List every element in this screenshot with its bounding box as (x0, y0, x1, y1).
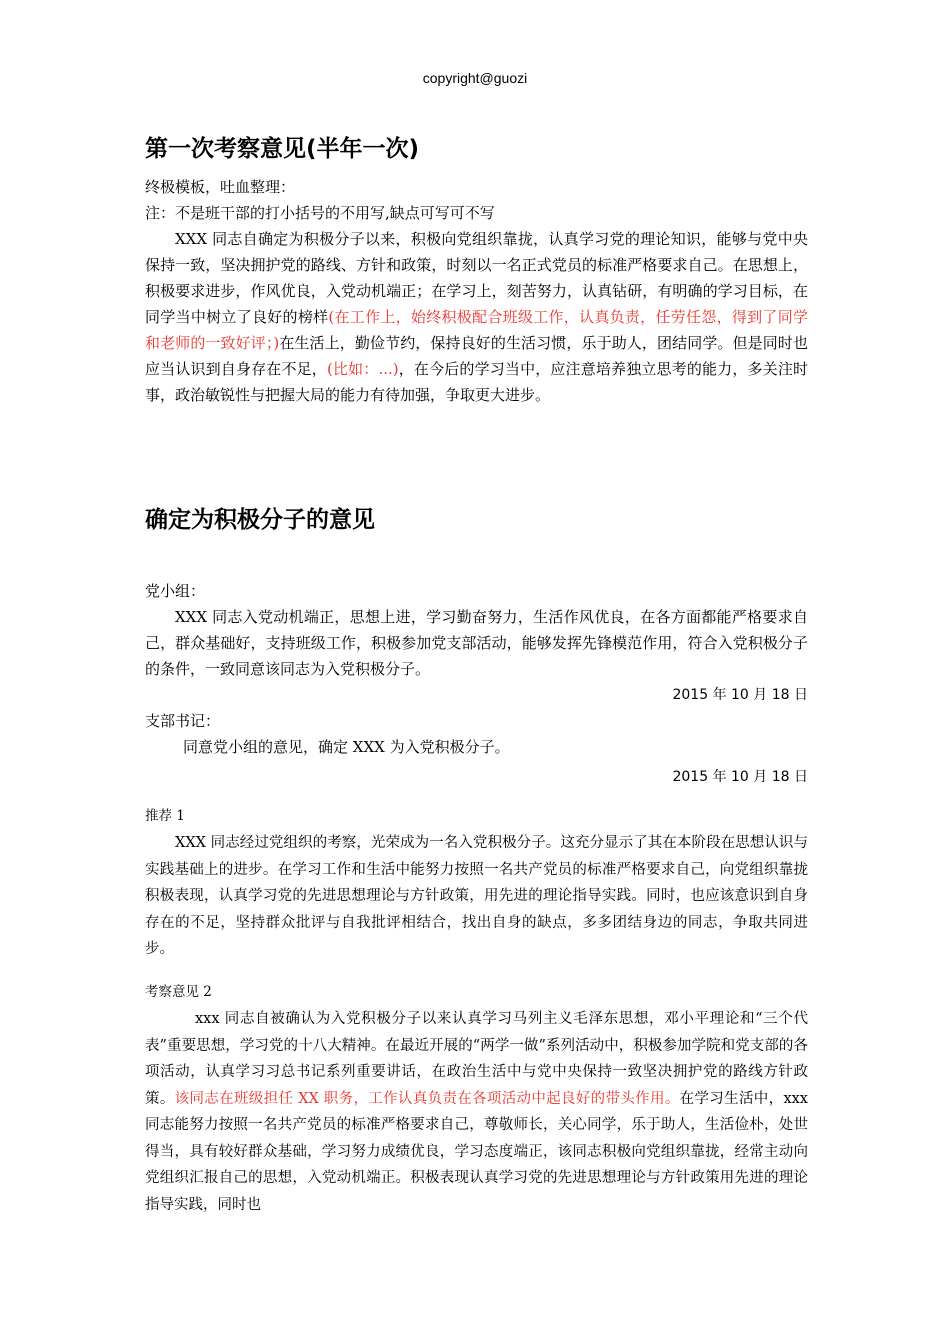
section-recommendation-1 (145, 806, 808, 963)
first-review-paragraph (145, 226, 808, 408)
review-2-text-b: 在学习生活中，xxx 同志能努力按照一名共产党员的标准严格要求自己，尊敬师长，关心同学，乐于助人，生活俭朴，处世得当，具有较好群众基础，学习努力成绩优良，学习态度端正，该同志积极向党组织靠拢，经常主动向党组织汇报自己的思想，入党动机端正。积极表现认真学习党的先进思想理论与方针政策用先进的理论指导实践，同时也 (145, 1090, 808, 1213)
review-2-red-text: 该同志在班级担任 XX 职务，工作认真负责在各项活动中起良好的带头作用。 (174, 1090, 680, 1107)
first-review-text-a: XXX 同志自确定为积极分子以来，积极向党组织靠拢，认真学习党的理论知识，能够与党中央保持一致，坚决拥护党的路线、方针和政策，时刻以一名正式党员的标准严格要求自己。在思想上，积极要求进步，作风优良，入党动机端正；在学习上，刻苦努力，认真钻研，有明确的学习目标，在同学当中树立了良好的榜样 (145, 230, 808, 326)
section-title-first-review: 第一次考察意见(半年一次) (145, 136, 420, 162)
section-first-review (145, 134, 808, 164)
section-activist-opinion (145, 505, 808, 535)
section-title-activist-opinion: 确定为积极分子的意见 (145, 507, 375, 533)
section-first-review-body (145, 174, 808, 408)
intro-line: 终极模板，吐血整理： (145, 178, 296, 196)
note-line: 注：不是班干部的打小括号的不用写,缺点可写可不写 (145, 204, 495, 222)
first-review-red-note-2: (比如：...) (326, 360, 399, 378)
section-activist-opinion-body (145, 578, 808, 790)
section-review-2 (145, 982, 808, 1218)
branch-secretary-date: 2015 年 10 月 18 日 (672, 769, 808, 785)
first-review-text-c: ，在今后的学习当中，应注意培养独立思考的能力，多关注时事，政治敏锐性与把握大局的能力有待加强，争取更大进步。 (145, 360, 808, 404)
review-2-text-a: xxx 同志自被确认为入党积极分子以来认真学习马列主义毛泽东思想，邓小平理论和“三个代表”重要思想，学习党的十八大精神。在最近开展的“两学一做”系列活动中，积极参加学院和党支部的各项活动，认真学习习总书记系列重要讲话，在政治生活中与党中央保持一致坚决拥护党的路线方针政策。 (145, 1011, 808, 1107)
branch-secretary-label: 支部书记： (145, 712, 221, 730)
recommendation-1-text: XXX 同志经过党组织的考察，光荣成为一名入党积极分子。这充分显示了其在本阶段在思想认识与实践基础上的进步。在学习工作和生活中能努力按照一名共产党员的标准严格要求自己，向党组织靠拢积极表现，认真学习党的先进思想理论与方针政策，用先进的理论指导实践。同时，也应该意识到自身存在的不足，坚持群众批评与自我批评相结合，找出自身的缺点，多多团结身边的同志，争取共同进步。 (145, 835, 808, 957)
review-2-label: 考察意见 2 (145, 984, 212, 1000)
first-review-red-note-1: (在工作上，始终积极配合班级工作，认真负责，任劳任怨，得到了同学和老师的一致好评；) (145, 308, 808, 352)
branch-secretary-text: 同意党小组的意见，确定 XXX 为入党积极分子。 (183, 738, 510, 756)
party-group-text: XXX 同志入党动机端正，思想上进，学习勤奋努力，生活作风优良，在各方面都能严格要求自己，群众基础好，支持班级工作，积极参加党支部活动，能够发挥先锋模范作用，符合入党积极分子的条件，一致同意该同志为入党积极分子。 (145, 608, 808, 678)
party-group-label: 党小组： (145, 582, 206, 600)
first-review-text-b: 在生活上，勤俭节约，保持良好的生活习惯，乐于助人，团结同学。但是同时也应当认识到自身存在不足， (145, 334, 808, 378)
recommendation-1-label: 推荐 1 (145, 808, 185, 824)
copyright-header: copyright@guozi (422, 70, 528, 86)
party-group-date: 2015 年 10 月 18 日 (672, 687, 808, 703)
review-2-paragraph (145, 1006, 808, 1218)
